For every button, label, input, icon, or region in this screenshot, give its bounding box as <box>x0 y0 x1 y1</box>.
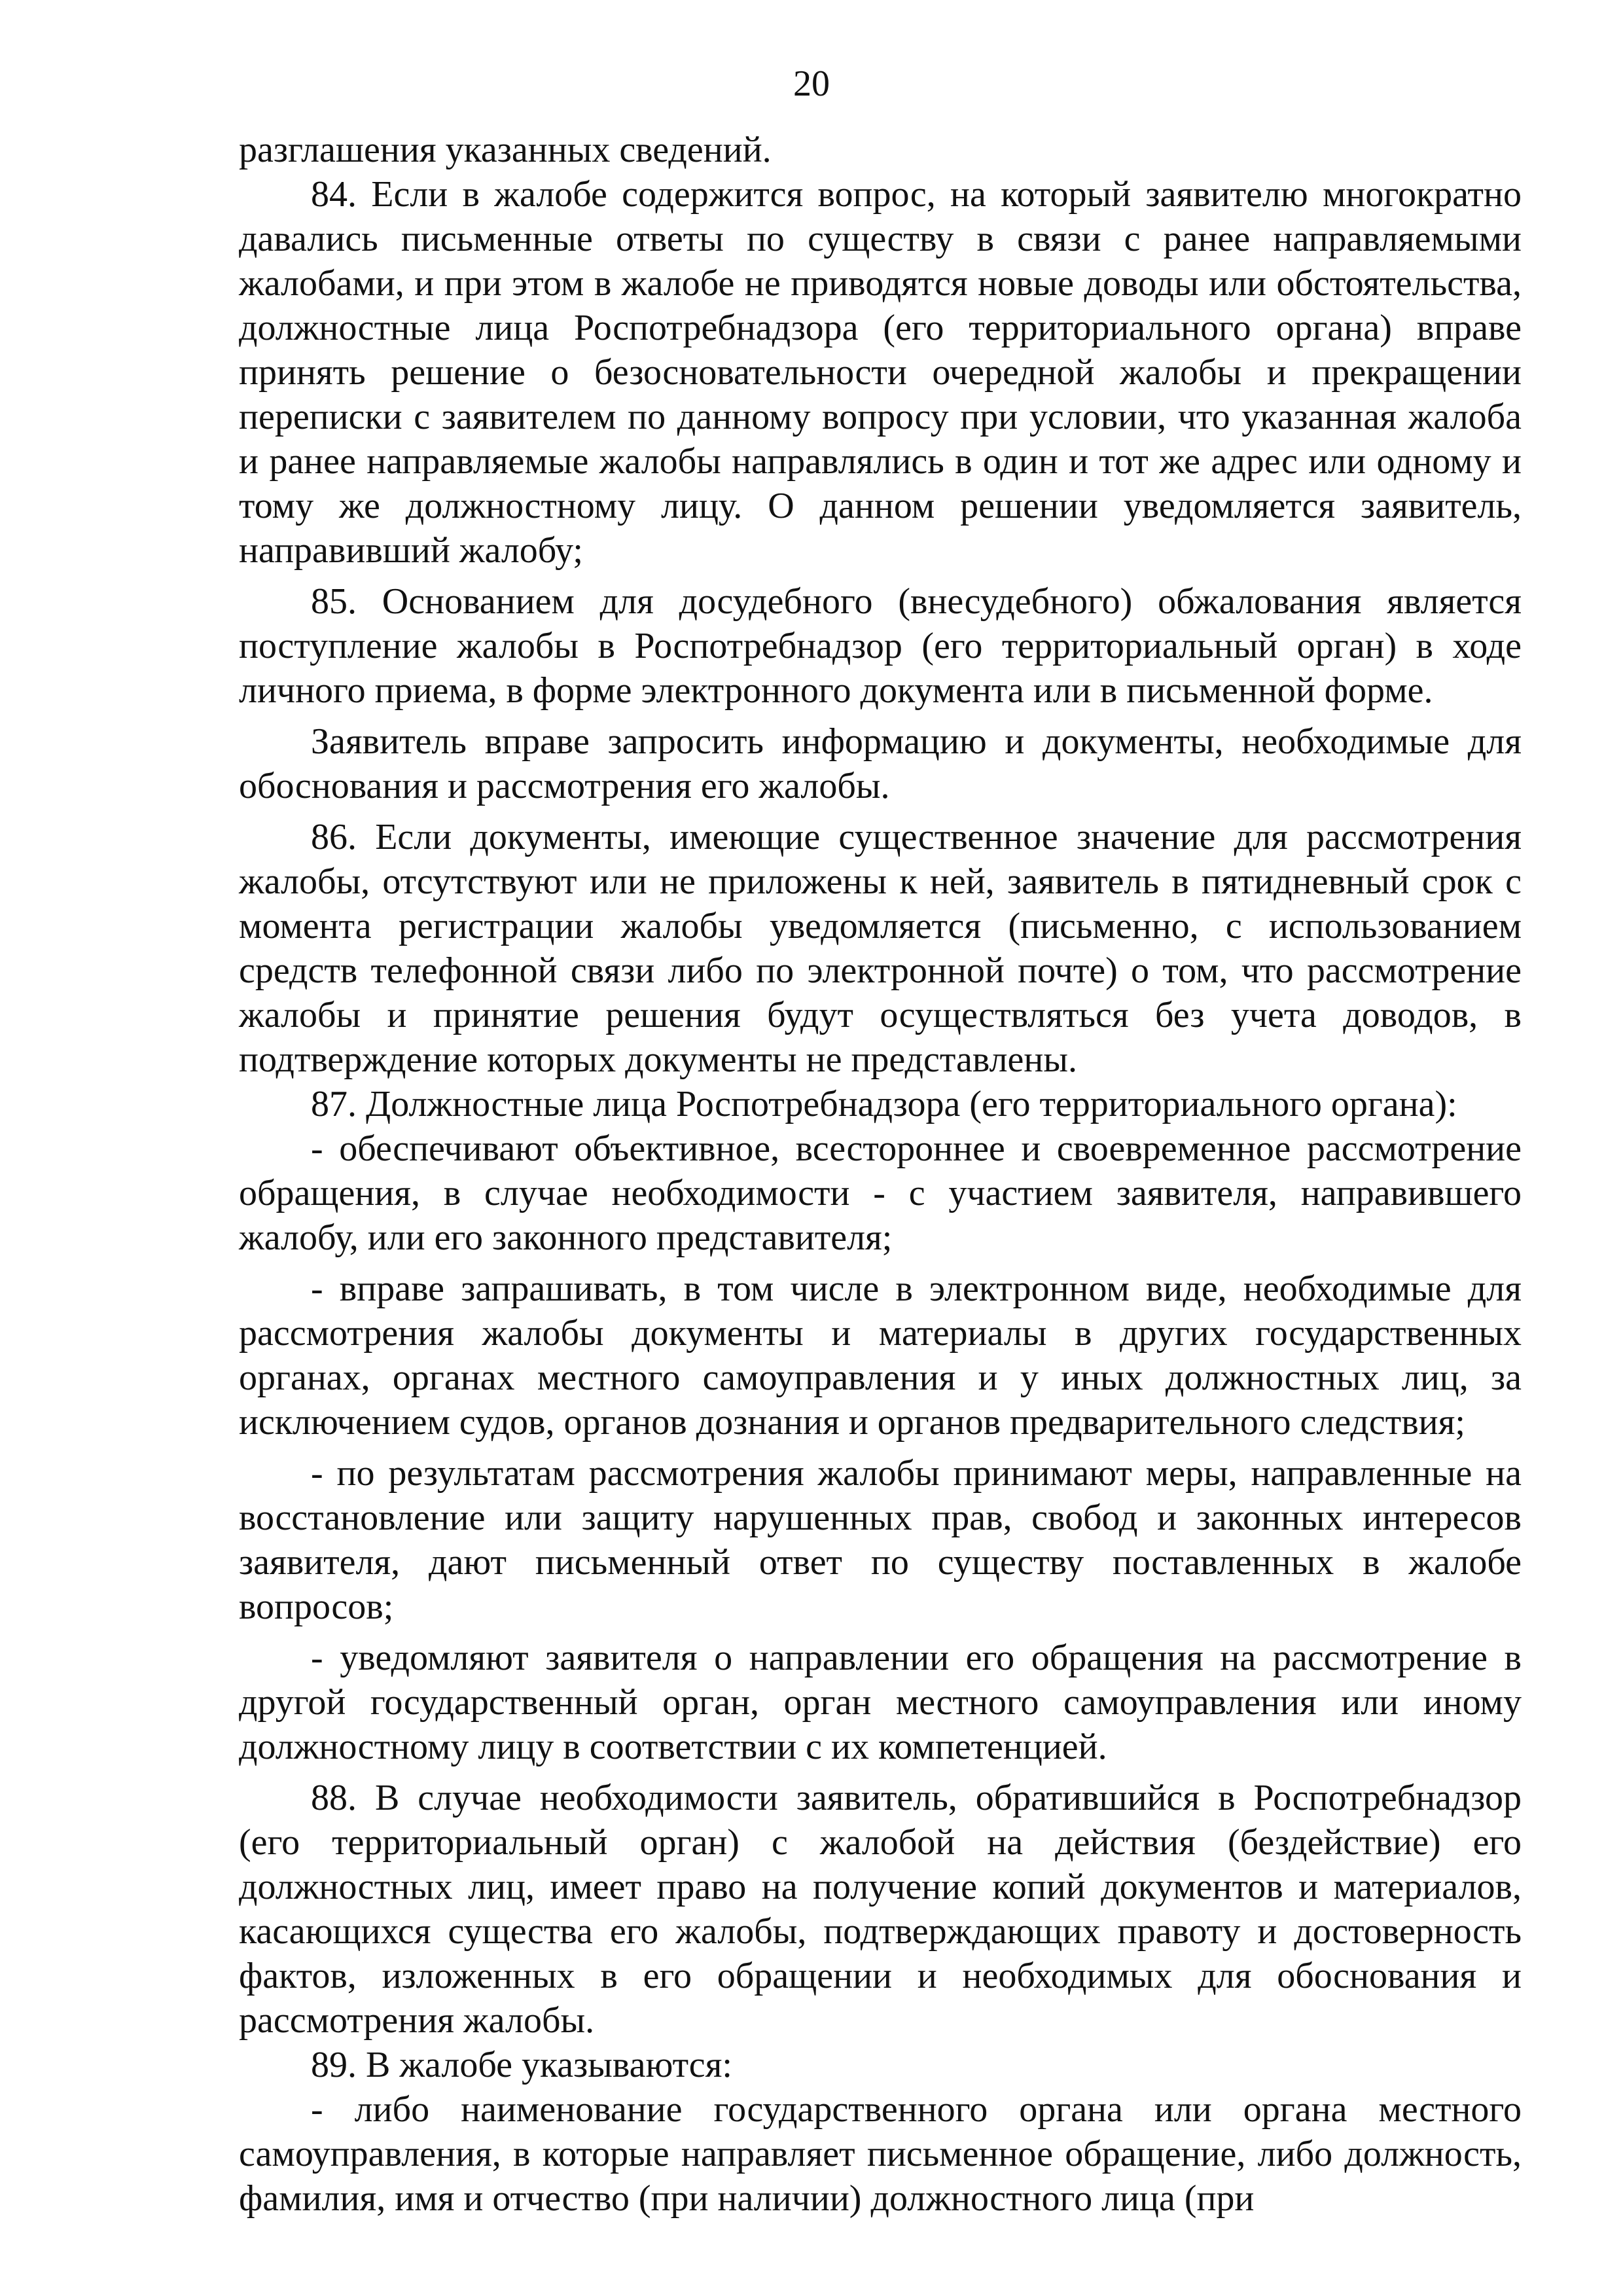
paragraph-87: 87. Должностные лица Роспотребнадзора (его территориального органа): <box>311 1084 1457 1124</box>
document-body <box>239 128 1522 2221</box>
paragraph-84: 84. Если в жалобе содержится вопрос, на который заявителю многократно давались письменные ответы по существу в связи с ранее направляемыми жалобами, и при этом в жалобе не приводятся новые доводы или обстоятельства, должностные лица Роспотребнадзора (его территориального органа) вправе принять решение о безосновательности очередной жалобы и прекращении переписки с заявителем по данному вопросу при условии, что указанная жалоба и ранее направляемые жалобы направлялись в один и тот же адрес или одному и тому же должностному лицу. О данном решении уведомляется заявитель, направивший жалобу; <box>239 174 1522 571</box>
paragraph-85: 85. Основанием для досудебного (внесудебного) обжалования является поступление жалобы в Роспотребнадзор (его территориальный орган) в ходе личного приема, в форме электронного документа или в письменной форме. <box>239 581 1522 711</box>
paragraph-89: 89. В жалобе указываются: <box>311 2045 732 2085</box>
paragraph-88: 88. В случае необходимости заявитель, обратившийся в Роспотребнадзор (его территориальный орган) с жалобой на действия (бездействие) его должностных лиц, имеет право на получение копий документов и материалов, касающихся существа его жалобы, подтверждающих правоту и достоверность фактов, изложенных в его обращении и необходимых для обоснования и рассмотрения жалобы. <box>239 1778 1522 2041</box>
paragraph-87-item-3: - по результатам рассмотрения жалобы принимают меры, направленные на восстановление или защиту нарушенных прав, свобод и законных интересов заявителя, дают письменный ответ по существу поставленных в жалобе вопросов; <box>239 1453 1522 1627</box>
page-number: 20 <box>793 63 830 104</box>
paragraph-85-applicant-request: Заявитель вправе запросить информацию и документы, необходимые для обоснования и рассмотрения его жалобы. <box>239 721 1522 806</box>
paragraph-continuation: разглашения указанных сведений. <box>239 130 772 170</box>
paragraph-89-item-1: - либо наименование государственного органа или органа местного самоуправления, в которые направляет письменное обращение, либо должность, фамилия, имя и отчество (при наличии) должностного лица (при <box>239 2089 1522 2219</box>
paragraph-87-item-4: - уведомляют заявителя о направлении его обращения на рассмотрение в другой государственный орган, орган местного самоуправления или иному должностному лицу в соответствии с их компетенцией. <box>239 1638 1522 1767</box>
paragraph-87-item-2: - вправе запрашивать, в том числе в электронном виде, необходимые для рассмотрения жалобы документы и материалы в других государственных органах, органах местного самоуправления и у иных должностных лиц, за исключением судов, органов дознания и органов предварительного следствия; <box>239 1268 1522 1443</box>
paragraph-86: 86. Если документы, имеющие существенное значение для рассмотрения жалобы, отсутствуют или не приложены к ней, заявитель в пятидневный срок с момента регистрации жалобы уведомляется (письменно, с использованием средств телефонной связи либо по электронной почте) о том, что рассмотрение жалобы и принятие решения будут осуществляться без учета доводов, в подтверждение которых документы не представлены. <box>239 817 1522 1080</box>
paragraph-87-item-1: - обеспечивают объективное, всестороннее и своевременное рассмотрение обращения, в случае необходимости - с участием заявителя, направившего жалобу, или его законного представителя; <box>239 1128 1522 1258</box>
